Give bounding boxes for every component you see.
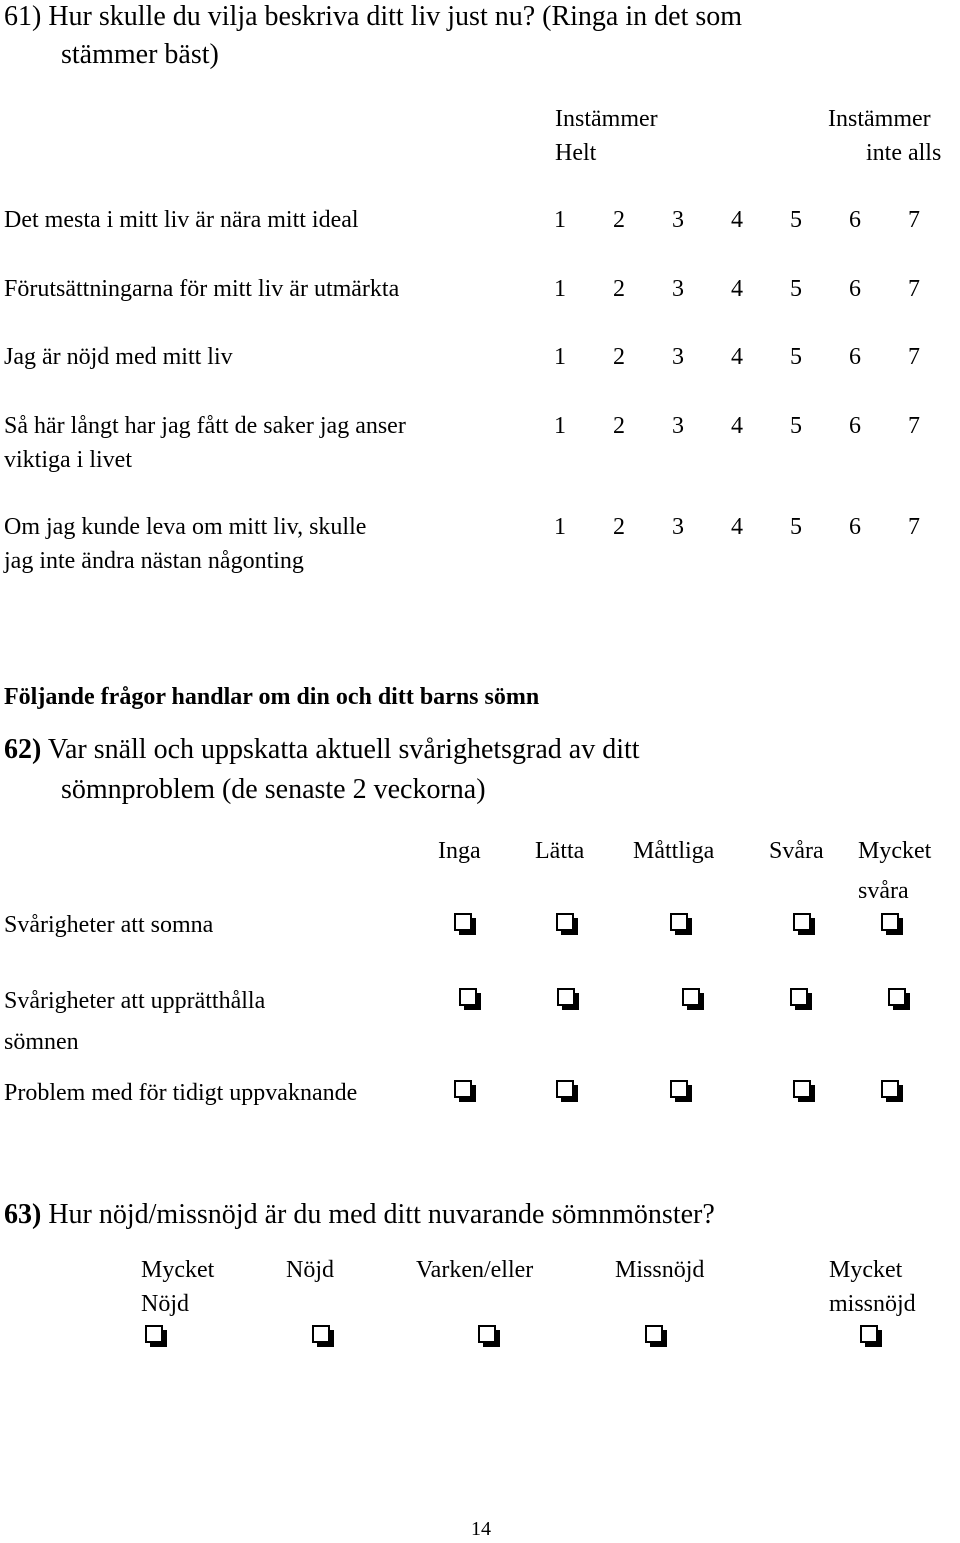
option-header: Inga bbox=[438, 838, 481, 864]
question-text: Hur skulle du vilja beskriva ditt liv just nu? (Ringa in det som bbox=[48, 1, 743, 32]
scale-option[interactable]: 7 bbox=[908, 276, 920, 302]
scale-option[interactable]: 2 bbox=[613, 207, 625, 233]
option-label-cont: missnöjd bbox=[829, 1291, 916, 1317]
checkbox-icon[interactable] bbox=[556, 913, 578, 935]
item-label: Förutsättningarna för mitt liv är utmärkta bbox=[4, 276, 400, 302]
item-label-cont: jag inte ändra nästan någonting bbox=[4, 548, 304, 574]
scale-option[interactable]: 5 bbox=[790, 207, 802, 233]
scale-option[interactable]: 5 bbox=[790, 413, 802, 439]
question-number: 63) bbox=[4, 1199, 42, 1230]
checkbox-icon[interactable] bbox=[645, 1325, 667, 1347]
checkbox-icon[interactable] bbox=[454, 913, 476, 935]
item-label: Om jag kunde leva om mitt liv, skulle bbox=[4, 514, 367, 540]
checkbox-icon[interactable] bbox=[670, 913, 692, 935]
scale-left-label-cont: Helt bbox=[555, 140, 597, 166]
option-label: Mycket bbox=[141, 1257, 215, 1283]
checkbox-icon[interactable] bbox=[790, 988, 812, 1010]
checkbox-icon[interactable] bbox=[860, 1325, 882, 1347]
scale-option[interactable]: 5 bbox=[790, 276, 802, 302]
item-label: Svårigheter att somna bbox=[4, 912, 214, 938]
scale-option[interactable]: 7 bbox=[908, 344, 920, 370]
option-label-cont: Nöjd bbox=[141, 1291, 189, 1317]
item-label: Det mesta i mitt liv är nära mitt ideal bbox=[4, 207, 359, 233]
scale-option[interactable]: 6 bbox=[849, 276, 861, 302]
checkbox-icon[interactable] bbox=[881, 913, 903, 935]
question-text-cont: stämmer bäst) bbox=[61, 39, 219, 70]
scale-option[interactable]: 3 bbox=[672, 276, 684, 302]
checkbox-icon[interactable] bbox=[312, 1325, 334, 1347]
scale-option[interactable]: 1 bbox=[554, 207, 566, 233]
scale-option[interactable]: 7 bbox=[908, 514, 920, 540]
checkbox-icon[interactable] bbox=[556, 1080, 578, 1102]
checkbox-icon[interactable] bbox=[145, 1325, 167, 1347]
scale-option[interactable]: 2 bbox=[613, 514, 625, 540]
scale-option[interactable]: 6 bbox=[849, 344, 861, 370]
scale-option[interactable]: 6 bbox=[849, 207, 861, 233]
scale-option[interactable]: 4 bbox=[731, 207, 743, 233]
scale-option[interactable]: 3 bbox=[672, 413, 684, 439]
scale-option[interactable]: 3 bbox=[672, 514, 684, 540]
page-number: 14 bbox=[471, 1518, 491, 1540]
scale-option[interactable]: 4 bbox=[731, 413, 743, 439]
option-label: Mycket bbox=[829, 1257, 903, 1283]
checkbox-icon[interactable] bbox=[459, 988, 481, 1010]
scale-right-label-cont: inte alls bbox=[866, 140, 942, 166]
section-heading: Följande frågor handlar om din och ditt barns sömn bbox=[4, 684, 540, 710]
scale-left-label: Instämmer bbox=[555, 106, 658, 132]
item-label-cont: sömnen bbox=[4, 1029, 79, 1055]
scale-option[interactable]: 7 bbox=[908, 413, 920, 439]
checkbox-icon[interactable] bbox=[793, 1080, 815, 1102]
item-label: Så här långt har jag fått de saker jag anser bbox=[4, 413, 406, 439]
question-text: Var snäll och uppskatta aktuell svårighetsgrad av ditt bbox=[47, 734, 640, 765]
checkbox-icon[interactable] bbox=[881, 1080, 903, 1102]
item-label: Jag är nöjd med mitt liv bbox=[4, 344, 233, 370]
scale-option[interactable]: 3 bbox=[672, 344, 684, 370]
scale-option[interactable]: 2 bbox=[613, 276, 625, 302]
item-label-cont: viktiga i livet bbox=[4, 447, 132, 473]
scale-option[interactable]: 4 bbox=[731, 276, 743, 302]
question-text-cont: sömnproblem (de senaste 2 veckorna) bbox=[61, 774, 486, 805]
question-number: 61) bbox=[4, 1, 42, 32]
option-header: Mycket bbox=[858, 838, 932, 864]
checkbox-icon[interactable] bbox=[793, 913, 815, 935]
scale-option[interactable]: 1 bbox=[554, 276, 566, 302]
scale-option[interactable]: 1 bbox=[554, 413, 566, 439]
scale-option[interactable]: 7 bbox=[908, 207, 920, 233]
scale-option[interactable]: 5 bbox=[790, 344, 802, 370]
item-label: Problem med för tidigt uppvaknande bbox=[4, 1080, 358, 1106]
checkbox-icon[interactable] bbox=[682, 988, 704, 1010]
scale-option[interactable]: 1 bbox=[554, 344, 566, 370]
scale-option[interactable]: 4 bbox=[731, 514, 743, 540]
option-label: Missnöjd bbox=[615, 1257, 705, 1283]
option-header-cont: svåra bbox=[858, 878, 909, 904]
option-header: Måttliga bbox=[633, 838, 715, 864]
scale-option[interactable]: 6 bbox=[849, 514, 861, 540]
checkbox-icon[interactable] bbox=[557, 988, 579, 1010]
scale-option[interactable]: 5 bbox=[790, 514, 802, 540]
checkbox-icon[interactable] bbox=[888, 988, 910, 1010]
scale-option[interactable]: 6 bbox=[849, 413, 861, 439]
scale-option[interactable]: 2 bbox=[613, 344, 625, 370]
item-label: Svårigheter att upprätthålla bbox=[4, 988, 266, 1014]
scale-right-label: Instämmer bbox=[828, 106, 931, 132]
scale-option[interactable]: 2 bbox=[613, 413, 625, 439]
checkbox-icon[interactable] bbox=[478, 1325, 500, 1347]
option-header: Lätta bbox=[535, 838, 585, 864]
scale-option[interactable]: 1 bbox=[554, 514, 566, 540]
option-label: Nöjd bbox=[286, 1257, 334, 1283]
checkbox-icon[interactable] bbox=[670, 1080, 692, 1102]
question-number: 62) bbox=[4, 734, 42, 765]
checkbox-icon[interactable] bbox=[454, 1080, 476, 1102]
scale-option[interactable]: 3 bbox=[672, 207, 684, 233]
option-header: Svåra bbox=[769, 838, 824, 864]
scale-option[interactable]: 4 bbox=[731, 344, 743, 370]
option-label: Varken/eller bbox=[416, 1257, 534, 1283]
question-text: Hur nöjd/missnöjd är du med ditt nuvarande sömnmönster? bbox=[48, 1199, 715, 1230]
